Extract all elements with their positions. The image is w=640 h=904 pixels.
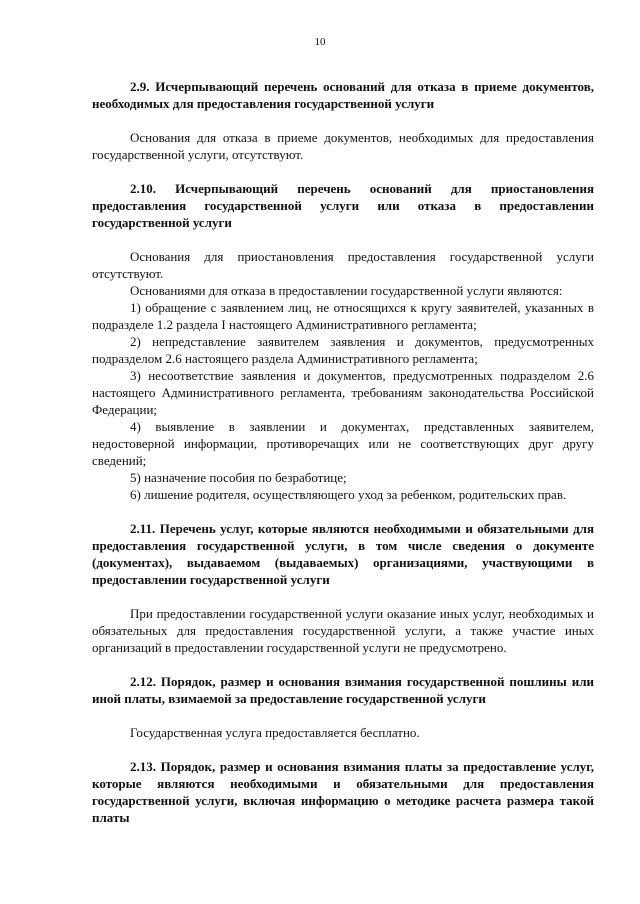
list-item-6: 6) лишение родителя, осуществляющего уход за ребенком, родительских прав. — [130, 487, 567, 502]
page-number: 10 — [314, 36, 326, 48]
section-2-10-heading: 2.10. Исчерпывающий перечень оснований для приостановления предоставления государственной услуги или отказа в предоставлении государственной услуги — [92, 181, 594, 230]
section-2-10-paragraph-2: Основаниями для отказа в предоставлении государственной услуги являются: — [130, 283, 563, 298]
list-item-1: 1) обращение с заявлением лиц, не относящихся к кругу заявителей, указанных в подразделе 1.2 раздела I настоящего Административного регламента; — [92, 300, 594, 332]
list-item-3: 3) несоответствие заявления и документов, предусмотренных подразделом 2.6 настоящего Административного регламента, требованиям законодательства Российской Федерации; — [92, 368, 594, 417]
section-2-11-heading: 2.11. Перечень услуг, которые являются необходимыми и обязательными для предоставления государственной услуги, в том числе сведения о документе (документах), выдаваемом (выдаваемых) организациями, участвующими в предоставлении государственной услуги — [92, 521, 594, 587]
section-2-12-text: Государственная услуга предоставляется бесплатно. — [130, 725, 420, 740]
list-item-2: 2) непредставление заявителем заявления и документов, предусмотренных подразделом 2.6 настоящего раздела Административного регламента; — [92, 334, 594, 366]
section-2-12-heading: 2.12. Порядок, размер и основания взимания государственной пошлины или иной платы, взимаемой за предоставление государственной услуги — [92, 674, 594, 706]
section-2-10-paragraph-1: Основания для приостановления предоставления государственной услуги отсутствуют. — [92, 249, 594, 281]
section-2-9-text: Основания для отказа в приеме документов, необходимых для предоставления государственной услуги, отсутствуют. — [92, 130, 594, 162]
list-item-4: 4) выявление в заявлении и документах, представленных заявителем, недостоверной информации, противоречащих или не соответствующих друг другу сведений; — [92, 419, 594, 468]
section-2-11-text: При предоставлении государственной услуги оказание иных услуг, необходимых и обязательных для предоставления государственной услуги, а также участие иных организаций в предоставлении государственной услуги не предусмотрено. — [92, 606, 594, 655]
section-2-9-heading: 2.9. Исчерпывающий перечень оснований для отказа в приеме документов, необходимых для предоставления государственной услуги — [92, 79, 594, 111]
document-body — [92, 78, 594, 826]
list-item-5: 5) назначение пособия по безработице; — [130, 470, 347, 485]
section-2-13-heading: 2.13. Порядок, размер и основания взимания платы за предоставление услуг, которые являются необходимыми и обязательными для предоставления государственной услуги, включая информацию о методике расчета размера такой платы — [92, 759, 594, 825]
